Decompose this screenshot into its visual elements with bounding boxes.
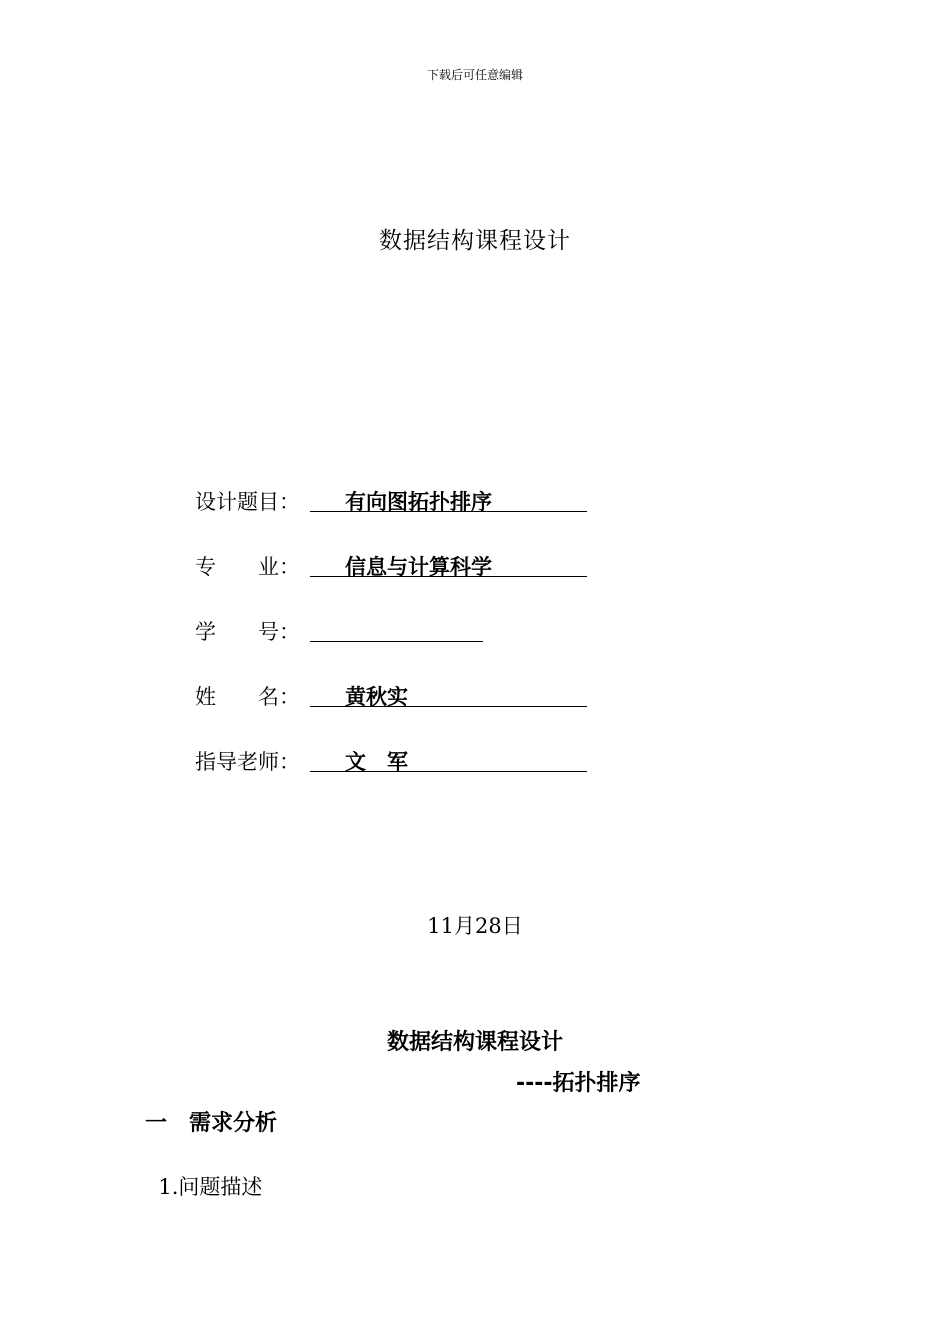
cover-date: 11月28日: [427, 914, 523, 938]
body-title: 数据结构课程设计: [386, 1030, 563, 1055]
info-row-topic: [195, 486, 615, 516]
info-label: 学 号：: [195, 620, 300, 644]
info-label: 指导老师：: [195, 750, 300, 774]
info-row-advisor: [195, 746, 615, 776]
info-value: 文 军: [345, 750, 408, 774]
section-heading: 一 需求分析: [145, 1111, 278, 1136]
info-value: 信息与计算科学: [345, 555, 492, 579]
info-value: 黄秋实: [345, 685, 408, 709]
info-label: 姓 名：: [195, 685, 300, 709]
sub-heading-text: 问题描述: [178, 1175, 263, 1199]
header-note: 下载后可任意编辑: [426, 68, 523, 82]
info-label: 专 业：: [195, 555, 300, 579]
info-row-major: [195, 551, 615, 581]
sub-heading: [145, 1147, 262, 1201]
cover-title: 数据结构课程设计: [379, 228, 571, 254]
sub-heading-number: 1.: [158, 1175, 179, 1199]
info-row-name: [195, 681, 615, 711]
info-value: 有向图拓扑排序: [345, 490, 492, 514]
info-row-student-id: [195, 616, 615, 646]
body-subtitle: ----拓扑排序: [516, 1071, 641, 1096]
info-label: 设计题目：: [195, 490, 300, 514]
underline: [310, 641, 483, 642]
